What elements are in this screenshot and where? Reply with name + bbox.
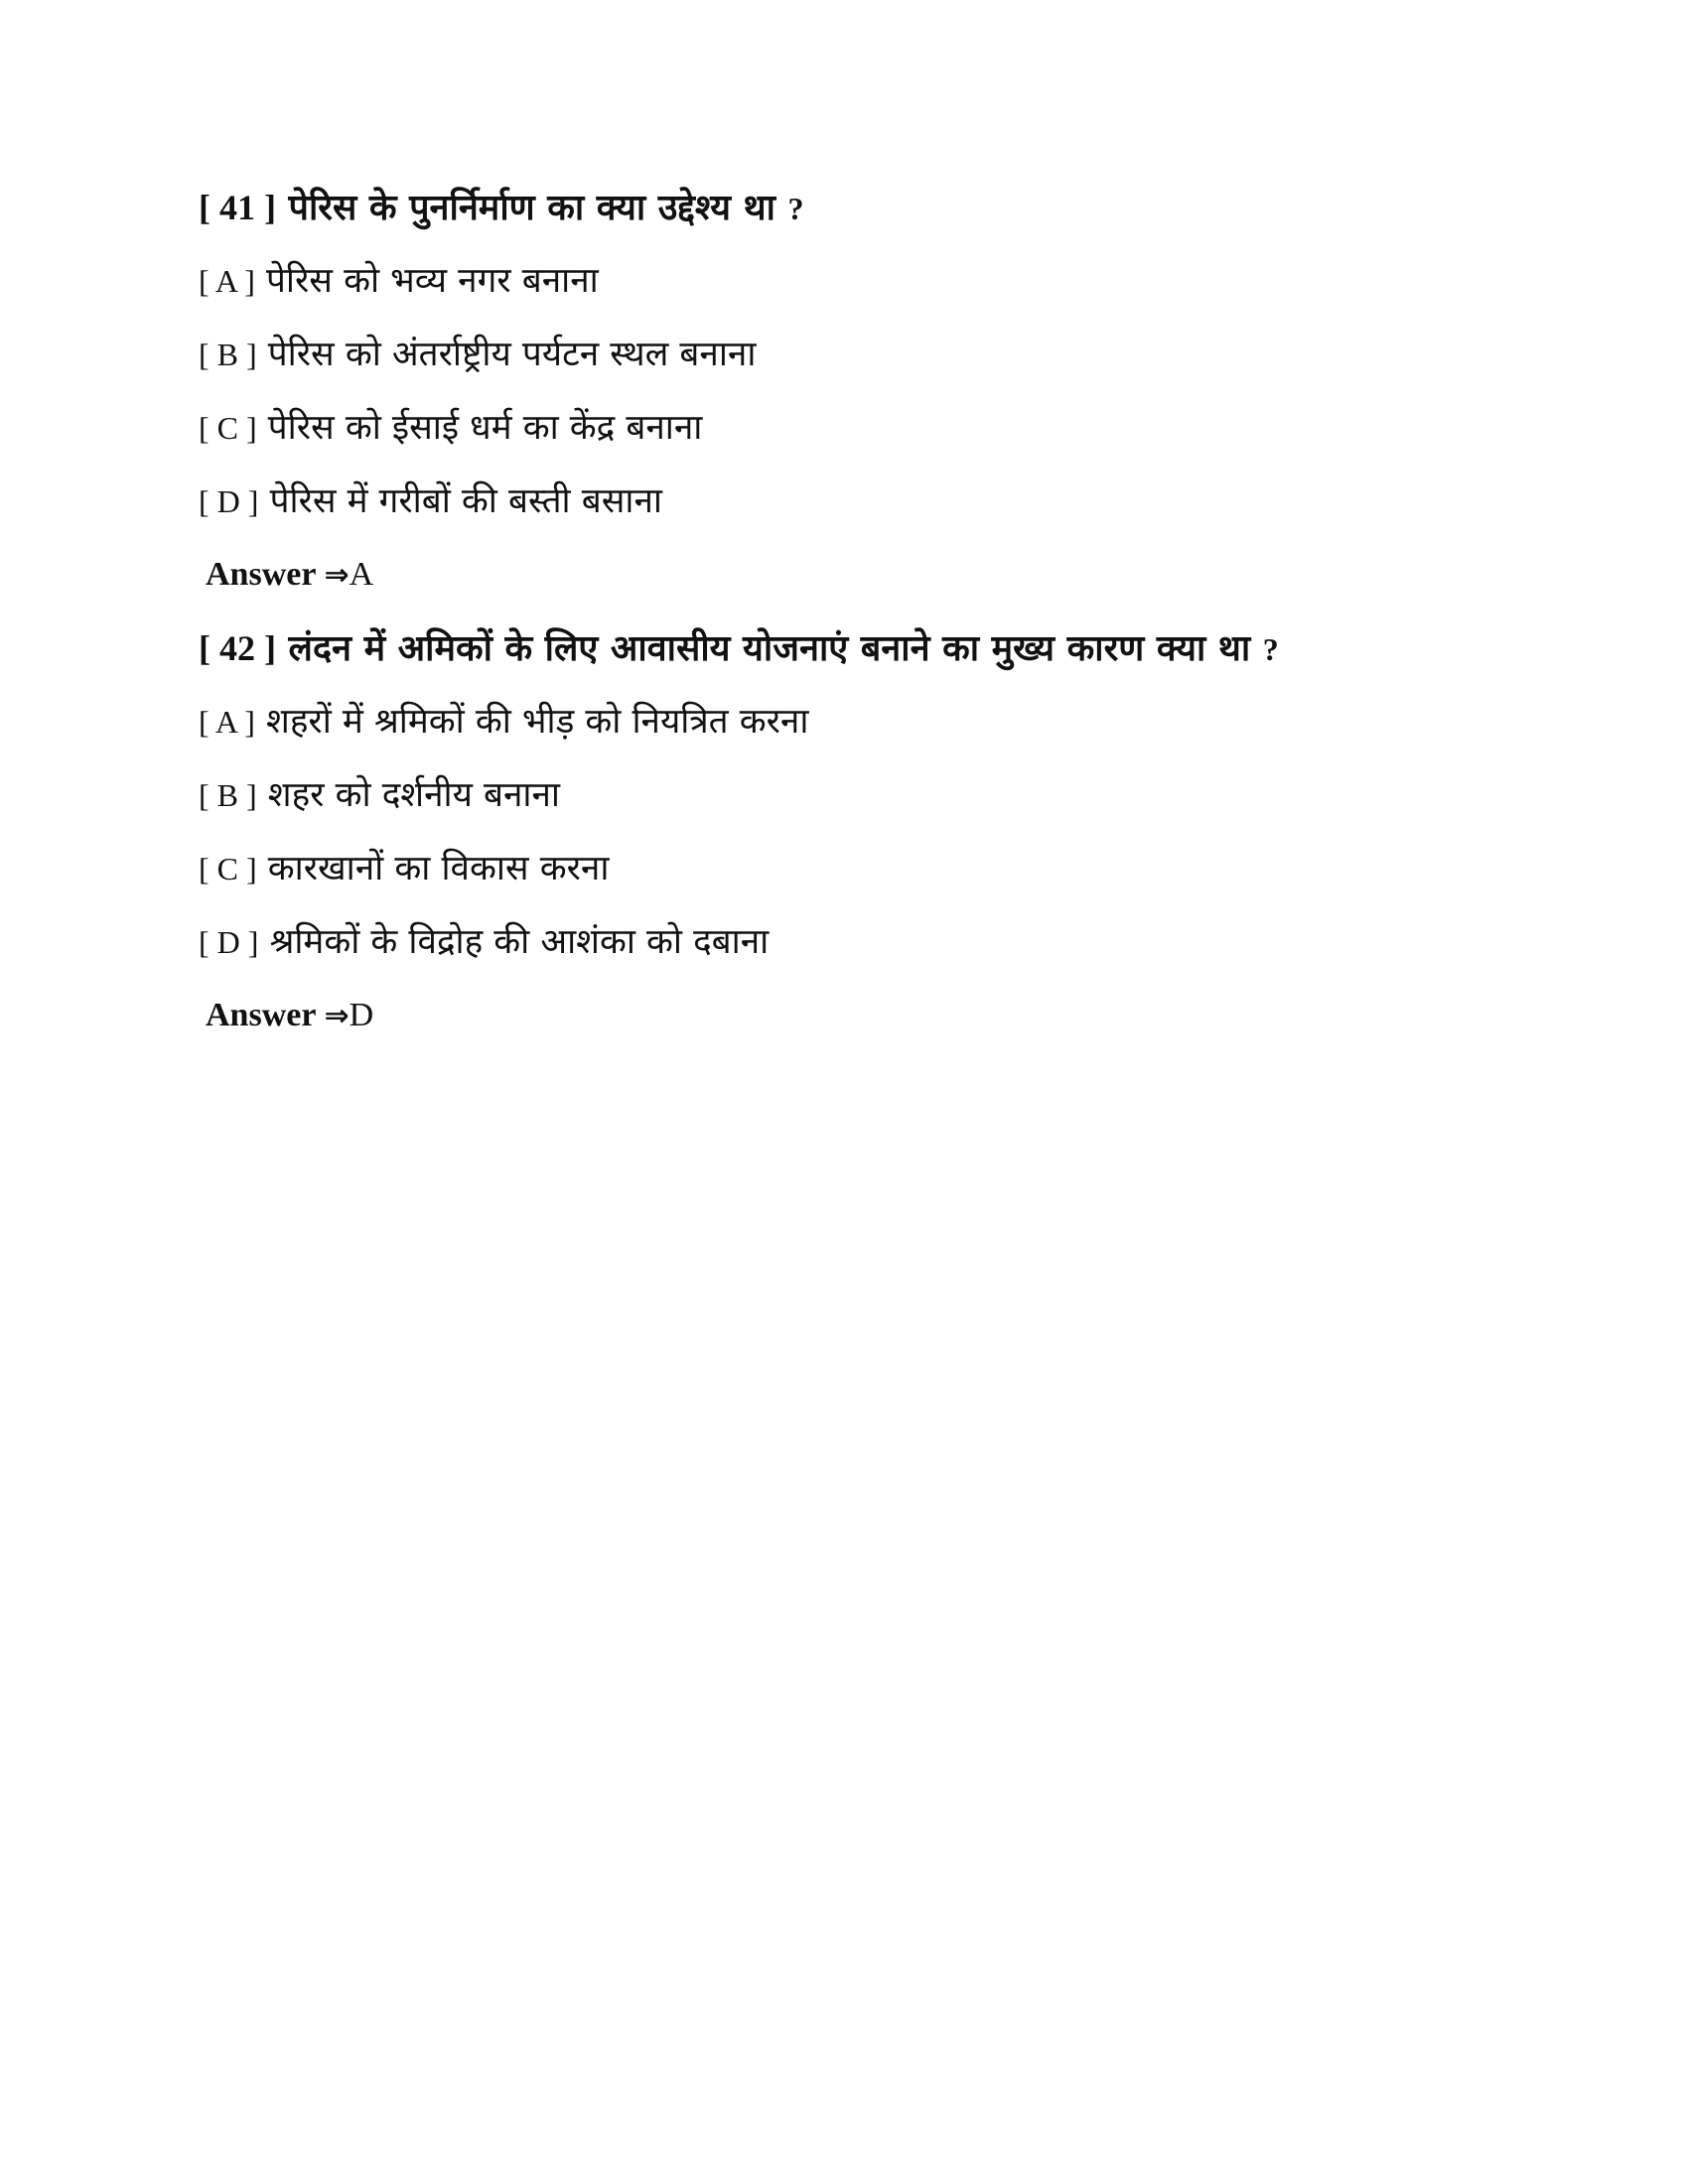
- option-key: [ A ]: [199, 704, 255, 740]
- option-b: [199, 771, 1489, 819]
- answer-label: Answer: [206, 997, 317, 1033]
- answer-value: D: [349, 997, 374, 1033]
- option-key: [ D ]: [199, 924, 259, 960]
- answer-line: [199, 992, 1489, 1039]
- question-mark: ?: [1262, 631, 1279, 667]
- option-b: [199, 331, 1489, 378]
- option-a: [199, 257, 1489, 305]
- option-key: [ B ]: [199, 777, 257, 813]
- option-text: कारखानों का विकास करना: [267, 849, 610, 888]
- option-text: पेरिस को ईसाई धर्म का केंद्र बनाना: [267, 408, 703, 448]
- question-number: [ 42 ]: [199, 628, 276, 668]
- question-heading: [199, 624, 1489, 672]
- right-double-arrow-icon: ⇒: [324, 558, 350, 593]
- option-c: [199, 404, 1489, 452]
- option-d: [199, 478, 1489, 525]
- document-page: [199, 184, 1489, 1065]
- option-d: [199, 918, 1489, 966]
- question-heading: [199, 184, 1489, 231]
- question-42: [199, 624, 1489, 1039]
- question-41: [199, 184, 1489, 599]
- answer-label: Answer: [206, 556, 317, 593]
- option-a: [199, 698, 1489, 746]
- option-text: पेरिस को अंतर्राष्ट्रीय पर्यटन स्थल बनाना: [267, 335, 757, 374]
- question-text: लंदन में अमिकों के लिए आवासीय योजनाएं बनाने का मुख्य कारण क्या था: [288, 627, 1251, 669]
- right-double-arrow-icon: ⇒: [324, 999, 350, 1033]
- option-c: [199, 845, 1489, 892]
- answer-line: [199, 551, 1489, 599]
- question-text: पेरिस के पुनर्निर्माण का क्या उद्देश्य था: [288, 187, 775, 228]
- option-key: [ D ]: [199, 483, 259, 519]
- option-text: शहर को दर्शनीय बनाना: [267, 775, 560, 815]
- option-key: [ C ]: [199, 410, 257, 446]
- option-text: श्रमिकों के विद्रोह की आशंका को दबाना: [269, 922, 770, 962]
- option-text: पेरिस में गरीबों की बस्ती बसाना: [269, 481, 662, 521]
- option-key: [ B ]: [199, 337, 257, 372]
- question-mark: ?: [787, 191, 804, 226]
- option-key: [ C ]: [199, 851, 257, 887]
- question-number: [ 41 ]: [199, 188, 276, 227]
- option-text: पेरिस को भव्य नगर बनाना: [266, 261, 599, 301]
- option-text: शहरों में श्रमिकों की भीड़ को नियत्रित करना: [266, 702, 809, 742]
- answer-value: A: [349, 556, 374, 593]
- option-key: [ A ]: [199, 263, 255, 299]
